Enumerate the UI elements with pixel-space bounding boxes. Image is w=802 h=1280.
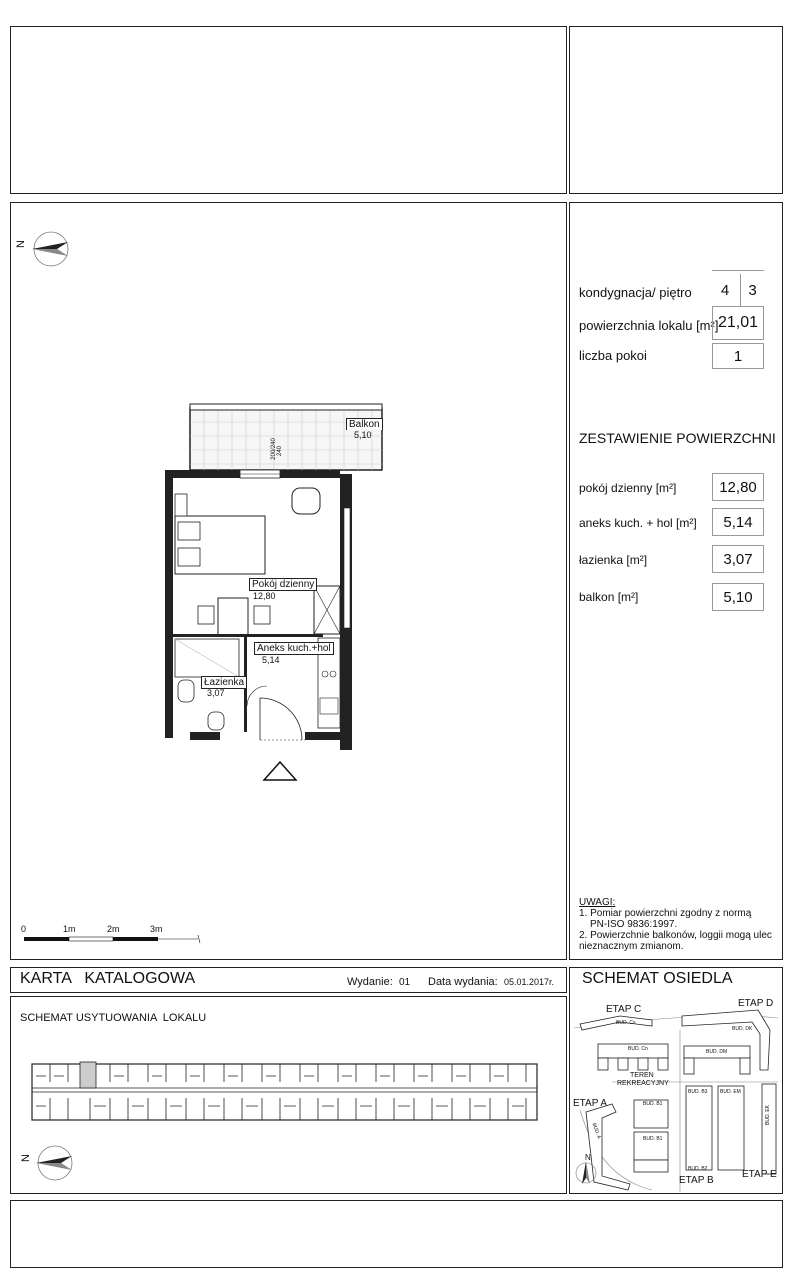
height-note-1: 200/240 bbox=[270, 438, 277, 460]
height-note-2: 240 bbox=[277, 445, 284, 457]
summary-label-kitchen: aneks kuch. + hol [m²] bbox=[579, 516, 697, 530]
room-name-kitchen: Aneks kuch.+hol bbox=[254, 642, 334, 655]
summary-value-bathroom: 3,07 bbox=[712, 545, 764, 573]
room-area-bathroom: 3,07 bbox=[207, 688, 225, 698]
stage-c: ETAP C bbox=[606, 1004, 642, 1015]
storey-top-line bbox=[712, 270, 764, 271]
rooms-value: 1 bbox=[712, 343, 764, 369]
date-label: Data wydania: bbox=[428, 976, 498, 988]
stage-b: ETAP B bbox=[679, 1175, 714, 1186]
location-north-label: N bbox=[19, 1154, 32, 1162]
north-label: N bbox=[14, 240, 27, 248]
summary-label-living: pokój dzienny [m²] bbox=[579, 481, 677, 495]
summary-value-living: 12,80 bbox=[712, 473, 764, 501]
notes-title: UWAGI: bbox=[579, 897, 616, 908]
summary-value-kitchen: 5,14 bbox=[712, 508, 764, 536]
room-area-balcony: 5,10 bbox=[354, 430, 372, 440]
bottom-frame bbox=[10, 1200, 783, 1268]
area-value: 21,01 bbox=[712, 306, 764, 340]
area-label: powierzchnia lokalu [m²] bbox=[579, 318, 719, 333]
stage-a: ETAP A bbox=[573, 1098, 608, 1109]
scale-label-2m: 2m bbox=[107, 924, 120, 934]
room-name-living: Pokój dzienny bbox=[249, 578, 317, 591]
notes-line-1: 1. Pomiar powierzchni zgodny z normą bbox=[579, 908, 752, 919]
rooms-label: liczba pokoi bbox=[579, 348, 647, 363]
stage-d: ETAP D bbox=[738, 998, 774, 1009]
scale-label-3m: 3m bbox=[150, 924, 163, 934]
notes-line-3: 2. Powierzchnie balkonów, loggii mogą ulec bbox=[579, 930, 772, 941]
building-dm: BUD. DM bbox=[706, 1049, 728, 1055]
location-title: SCHEMAT USYTUOWANIA LOKALU bbox=[20, 1012, 207, 1024]
storey-value-2: 3 bbox=[740, 274, 764, 306]
location-north-arrow-icon bbox=[34, 1142, 76, 1184]
building-b2: BUD. B2 bbox=[688, 1166, 708, 1172]
summary-label-balcony: balkon [m²] bbox=[579, 590, 639, 604]
room-area-kitchen: 5,14 bbox=[262, 655, 280, 665]
summary-title: ZESTAWIENIE POWIERZCHNI bbox=[579, 430, 776, 446]
estate-north-arrow-icon bbox=[573, 1160, 599, 1186]
building-b1-b: BUD. B1 bbox=[643, 1136, 663, 1142]
date-value: 05.01.2017r. bbox=[504, 977, 555, 987]
building-dk: BUD. DK bbox=[732, 1026, 753, 1032]
header-right-frame bbox=[569, 26, 783, 194]
estate-title: SCHEMAT OSIEDLA bbox=[582, 970, 733, 987]
building-cn: BUD. Cn bbox=[628, 1046, 648, 1052]
building-b3: BUD. B3 bbox=[688, 1089, 708, 1095]
edition-value: 01 bbox=[399, 977, 411, 988]
scale-bar bbox=[22, 935, 202, 945]
recreation-line-2: REKREACYJNY bbox=[617, 1080, 669, 1087]
summary-label-bathroom: łazienka [m²] bbox=[579, 553, 648, 567]
storey-value-1: 4 bbox=[720, 281, 730, 299]
building-em: BUD. EM bbox=[720, 1089, 741, 1095]
stage-e: ETAP E bbox=[742, 1169, 777, 1180]
north-arrow-icon bbox=[30, 228, 72, 270]
header-left-frame bbox=[10, 26, 567, 194]
notes-line-4: nieznacznym zmianom. bbox=[579, 941, 684, 952]
room-area-living: 12,80 bbox=[253, 591, 276, 601]
storey-label: kondygnacja/ piętro bbox=[579, 285, 692, 300]
catalog-title: KARTA KATALOGOWA bbox=[20, 970, 196, 987]
scale-label-1m: 1m bbox=[63, 924, 76, 934]
building-cs: BUD. Cs bbox=[616, 1020, 636, 1026]
summary-value-balcony: 5,10 bbox=[712, 583, 764, 611]
recreation-line-1: TEREN bbox=[630, 1072, 654, 1079]
building-b1-a: BUD. B1 bbox=[643, 1101, 663, 1107]
building-ek: BUD. EK bbox=[765, 1104, 772, 1126]
scale-label-0: 0 bbox=[21, 924, 27, 934]
building-a: BUD. A bbox=[590, 1122, 602, 1140]
edition-label: Wydanie: bbox=[347, 976, 393, 988]
estate-north-label: N bbox=[585, 1153, 591, 1162]
room-name-balcony: Balkon bbox=[346, 418, 383, 430]
building-schematic bbox=[30, 1058, 542, 1126]
room-name-bathroom: Łazienka bbox=[201, 676, 247, 689]
notes-line-2: PN-ISO 9836:1997. bbox=[590, 919, 678, 930]
